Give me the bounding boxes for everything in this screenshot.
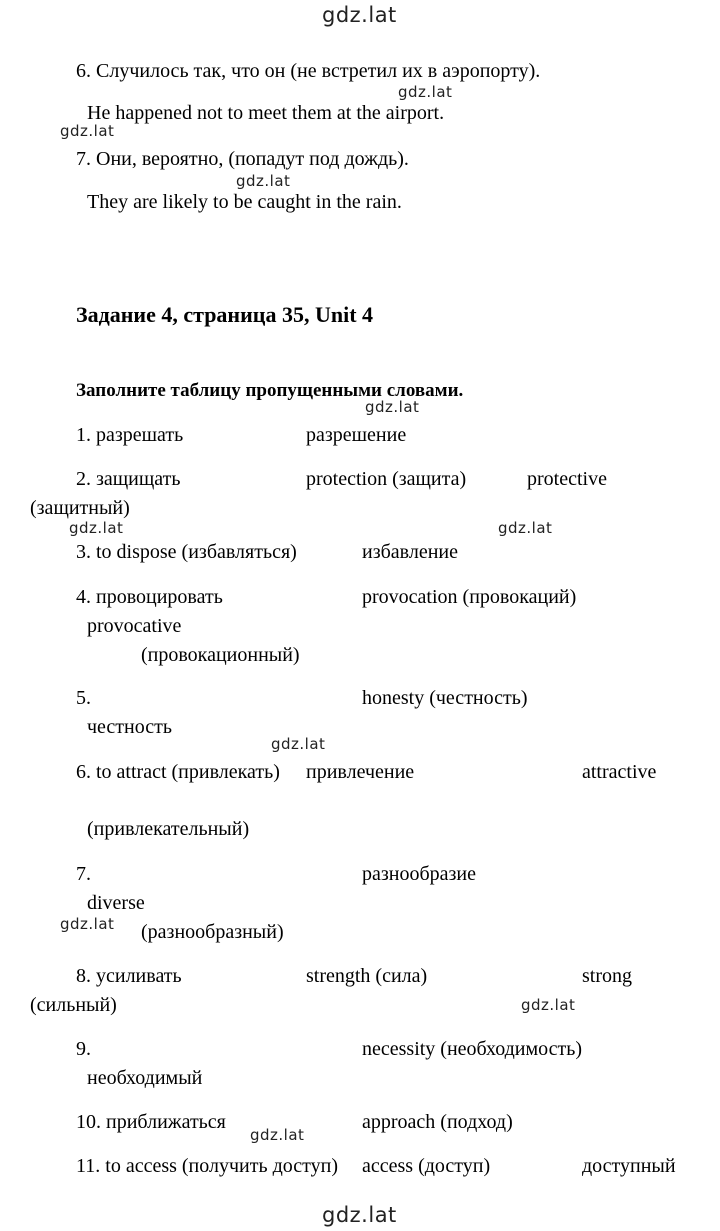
row-8-col-3-translation: (сильный) [30, 994, 117, 1016]
sentence-7-en: They are likely to be caught in the rain. [87, 191, 402, 213]
row-8-col-3: strong [582, 965, 632, 987]
row-1-col-2: разрешение [306, 424, 407, 446]
row-6-col-3-translation: (привлекательный) [87, 818, 250, 840]
sentence-7-ru: 7. Они, вероятно, (попадут под дождь). [76, 148, 409, 170]
row-7-col-2: разнообразие [362, 863, 477, 885]
row-5-col-1: 5. [76, 687, 91, 709]
row-10-col-1: 10. приближаться [76, 1111, 226, 1133]
watermark: gdz.lat [271, 735, 326, 753]
row-3-col-2: избавление [362, 541, 458, 563]
watermark: gdz.lat [60, 122, 115, 140]
watermark: gdz.lat [250, 1126, 305, 1144]
row-11-col-3: доступный [582, 1155, 676, 1177]
watermark-bottom: gdz.lat [322, 1203, 397, 1227]
row-2-col-1: 2. защищать [76, 468, 181, 490]
row-4-col-3: provocative [87, 615, 182, 637]
row-7-col-3-translation: (разнообразный) [141, 921, 284, 943]
sentence-6-ru: 6. Случилось так, что он (не встретил их в аэропорту). [76, 60, 541, 82]
row-1-col-1: 1. разрешать [76, 424, 184, 446]
row-11-col-2: access (доступ) [362, 1155, 491, 1177]
row-2-col-3-translation: (защитный) [30, 497, 130, 519]
row-10-col-2: approach (подход) [362, 1111, 513, 1133]
instruction: Заполните таблицу пропущенными словами. [76, 380, 464, 401]
watermark: gdz.lat [60, 915, 115, 933]
row-2-col-2: protection (защита) [306, 468, 467, 490]
row-11-col-1: 11. to access (получить доступ) [76, 1155, 338, 1177]
watermark: gdz.lat [236, 172, 291, 190]
row-8-col-2: strength (сила) [306, 965, 428, 987]
row-6-col-3: attractive [582, 761, 657, 783]
row-7-col-3: diverse [87, 892, 145, 914]
row-4-col-2: provocation (провокаций) [362, 586, 577, 608]
watermark: gdz.lat [498, 519, 553, 537]
watermark: gdz.lat [521, 996, 576, 1014]
watermark: gdz.lat [365, 398, 420, 416]
row-5-col-3: честность [87, 716, 172, 738]
row-8-col-1: 8. усиливать [76, 965, 182, 987]
row-9-col-2: necessity (необходимость) [362, 1038, 583, 1060]
row-5-col-2: honesty (честность) [362, 687, 528, 709]
row-7-col-1: 7. [76, 863, 91, 885]
row-9-col-1: 9. [76, 1038, 91, 1060]
row-3-col-1: 3. to dispose (избавляться) [76, 541, 297, 563]
watermark: gdz.lat [69, 519, 124, 537]
task-heading: Задание 4, страница 35, Unit 4 [76, 302, 374, 327]
row-6-col-2: привлечение [306, 761, 415, 783]
sentence-6-en: He happened not to meet them at the airport. [87, 102, 445, 124]
row-4-col-3-translation: (провокационный) [141, 644, 300, 666]
watermark-top: gdz.lat [322, 3, 397, 27]
row-6-col-1: 6. to attract (привлекать) [76, 761, 280, 783]
row-2-col-3: protective [527, 468, 607, 490]
row-9-col-3: необходимый [87, 1067, 203, 1089]
row-4-col-1: 4. провоцировать [76, 586, 223, 608]
watermark: gdz.lat [398, 83, 453, 101]
